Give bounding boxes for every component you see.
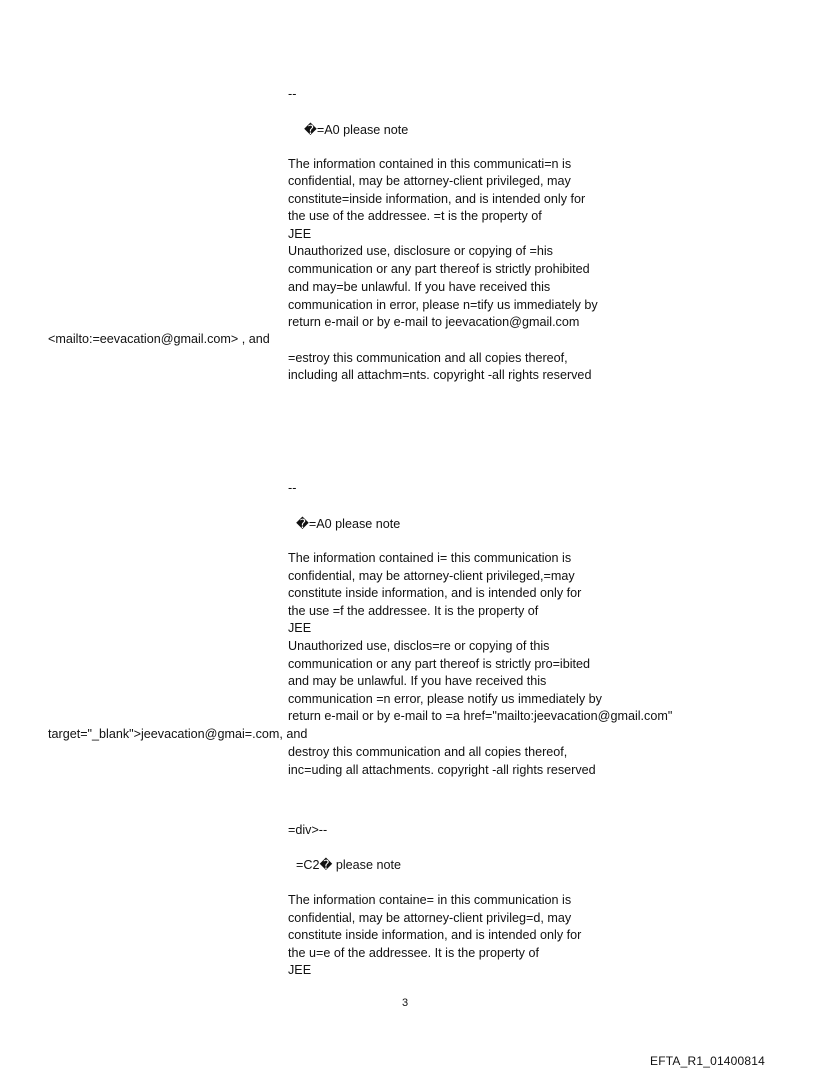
body-line: communication or any part thereof is strictly prohibited xyxy=(288,262,590,276)
mailto-line: target="_blank">jeevacation@gmai=.com, and xyxy=(48,727,308,741)
body-line: JEE xyxy=(288,621,312,635)
body-line: the u=e of the addressee. It is the property of xyxy=(288,946,539,960)
body-line: The information containe= in this communication is xyxy=(288,893,572,907)
mailto-line: <mailto:=eevacation@gmail.com> , and xyxy=(48,332,270,346)
note-header: =C2� please note xyxy=(296,858,401,872)
body-line: and may=be unlawful. If you have received this xyxy=(288,280,551,294)
body-line: The information contained i= this communication is xyxy=(288,551,572,565)
body-line: communication or any part thereof is strictly pro=ibited xyxy=(288,657,591,671)
body-line: communication =n error, please notify us immediately by xyxy=(288,692,602,706)
body-line: confidential, may be attorney-client privileg=d, may xyxy=(288,911,572,925)
body-line: Unauthorized use, disclos=re or copying of this xyxy=(288,639,550,653)
body-line: including all attachm=nts. copyright -all rights reserved xyxy=(288,368,592,382)
body-line: The information contained in this communicati=n is xyxy=(288,157,572,171)
note-header: �=A0 please note xyxy=(296,517,401,531)
body-line: and may be unlawful. If you have received this xyxy=(288,674,547,688)
body-line: the use =f the addressee. It is the property of xyxy=(288,604,539,618)
div-line: =div>-- xyxy=(288,823,328,837)
body-line: return e-mail or by e-mail to =a href="mailto:jeevacation@gmail.com" xyxy=(288,709,673,723)
body-line: return e-mail or by e-mail to jeevacation@gmail.com xyxy=(288,315,580,329)
body-line: confidential, may be attorney-client privileged,=may xyxy=(288,569,575,583)
body-line: Unauthorized use, disclosure or copying of =his xyxy=(288,244,553,258)
body-line: =estroy this communication and all copies thereof, xyxy=(288,351,568,365)
page-number: 3 xyxy=(402,997,409,1009)
body-line: constitute inside information, and is intended only for xyxy=(288,928,582,942)
separator-dashes: -- xyxy=(288,87,297,101)
body-line: JEE xyxy=(288,963,312,977)
body-line: JEE xyxy=(288,227,312,241)
separator-dashes: -- xyxy=(288,481,297,495)
body-line: constitute inside information, and is intended only for xyxy=(288,586,582,600)
body-line: confidential, may be attorney-client privileged, may xyxy=(288,174,571,188)
body-line: communication in error, please n=tify us immediately by xyxy=(288,298,598,312)
body-line: the use of the addressee. =t is the property of xyxy=(288,209,542,223)
body-line: destroy this communication and all copies thereof, xyxy=(288,745,568,759)
document-id: EFTA_R1_01400814 xyxy=(650,1054,766,1068)
body-line: inc=uding all attachments. copyright -all rights reserved xyxy=(288,763,596,777)
body-line: constitute=inside information, and is intended only for xyxy=(288,192,586,206)
note-header: �=A0 please note xyxy=(304,123,409,137)
